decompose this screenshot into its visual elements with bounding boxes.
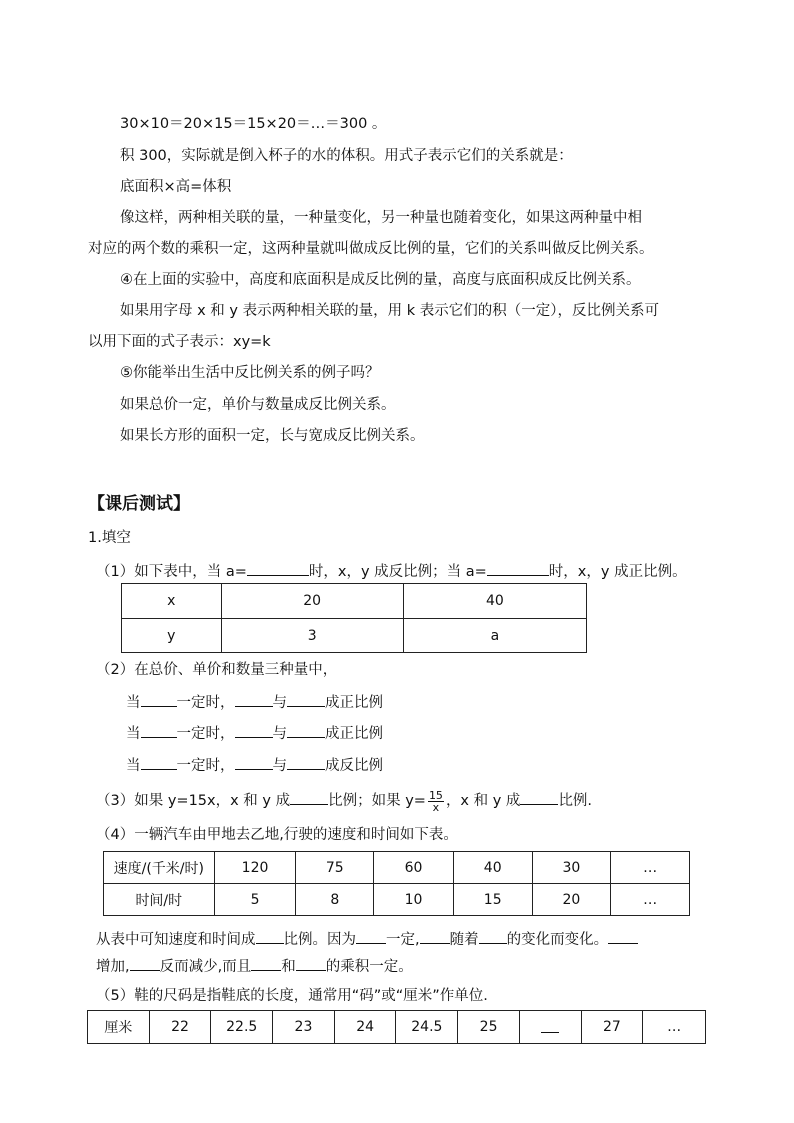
table-cell: x <box>122 584 222 619</box>
q2-blank[interactable] <box>235 691 273 707</box>
q4-text: 反而减少,而且 <box>159 959 252 975</box>
q5-blank[interactable] <box>541 1017 559 1033</box>
letters-line-2: 以用下面的式子表示：xy=k <box>88 334 271 350</box>
item-4-line: ④在上面的实验中，高度和底面积是成反比例的量，高度与底面积成反比例关系。 <box>120 272 641 288</box>
table-cell: … <box>611 884 690 916</box>
table-cell: 40 <box>403 584 586 619</box>
table-row <box>88 1011 706 1044</box>
q5-table <box>87 1010 706 1044</box>
table-cell: y <box>122 619 222 653</box>
table-cell: 22.5 <box>211 1011 273 1044</box>
q4-text: 比例。因为 <box>283 932 356 948</box>
table-cell: 25 <box>458 1011 520 1044</box>
table-cell: 24.5 <box>396 1011 458 1044</box>
q3-text: （3）如果 y=15x，x 和 y 成 <box>96 793 291 809</box>
q4-blank[interactable] <box>256 928 284 944</box>
example-1-line: 如果总价一定，单价与数量成反比例关系。 <box>120 397 396 413</box>
q2-row-3 <box>126 754 383 776</box>
q4-text: 的变化而变化。 <box>506 932 609 948</box>
section-heading: 【课后测试】 <box>88 494 190 514</box>
table-cell: 40 <box>453 852 532 884</box>
table-cell-blank[interactable] <box>519 1011 581 1044</box>
fill-title: 1.填空 <box>88 530 131 546</box>
q2-text: 一定时， <box>176 726 235 742</box>
q4-text: 的乘积一定。 <box>325 959 413 975</box>
table-cell: 8 <box>296 884 374 916</box>
fraction-denominator: x <box>432 800 440 814</box>
q2-blank[interactable] <box>141 691 177 707</box>
q4-blank[interactable] <box>420 928 450 944</box>
q1-text-3: 时，x，y 成正比例。 <box>548 564 687 580</box>
q3-text: 比例；如果 y= <box>328 793 426 809</box>
q1-blank-2[interactable] <box>487 560 549 576</box>
item-5-line: ⑤你能举出生活中反比例关系的例子吗？ <box>120 365 380 381</box>
q2-text: 与 <box>272 726 287 742</box>
q2-text: 成正比例 <box>325 726 383 742</box>
q2-blank[interactable] <box>235 722 273 738</box>
q4-blank[interactable] <box>251 955 281 971</box>
q3-blank-2[interactable] <box>520 789 558 805</box>
q1-text-1: （1）如下表中，当 a= <box>96 564 247 580</box>
q4-line-1 <box>96 928 638 950</box>
table-cell: … <box>611 852 690 884</box>
q2-row-1 <box>126 691 383 713</box>
q4-intro: （4）一辆汽车由甲地去乙地,行驶的速度和时间如下表。 <box>96 827 458 843</box>
q2-blank[interactable] <box>141 722 177 738</box>
q2-text: 成正比例 <box>325 695 383 711</box>
q2-text: 一定时， <box>176 695 235 711</box>
q2-row-2 <box>126 722 383 744</box>
q4-table <box>103 851 690 916</box>
q1-table <box>121 583 587 653</box>
definition-line-2: 对应的两个数的乘积一定，这两种量就叫做成反比例的量，它们的关系叫做反比例关系。 <box>88 241 654 257</box>
equation-line: 30×10＝20×15＝15×20＝…＝300 。 <box>120 116 387 132</box>
table-cell: 22 <box>149 1011 211 1044</box>
q2-blank[interactable] <box>287 691 325 707</box>
table-row <box>122 584 587 619</box>
q5-intro: （5）鞋的尺码是指鞋底的长度，通常用“码”或“厘米”作单位. <box>96 988 488 1004</box>
q4-blank[interactable] <box>608 928 638 944</box>
table-row <box>122 619 587 653</box>
q4-text: 随着 <box>449 932 479 948</box>
q2-text: 一定时， <box>176 758 235 774</box>
table-row <box>104 852 690 884</box>
table-cell: 60 <box>374 852 454 884</box>
table-cell: 20 <box>532 884 611 916</box>
q2-intro: （2）在总价、单价和数量三种量中， <box>96 662 338 678</box>
table-cell: a <box>403 619 586 653</box>
q3-text: 比例. <box>558 793 593 809</box>
table-cell: 10 <box>374 884 454 916</box>
table-cell: 120 <box>214 852 296 884</box>
q2-text: 与 <box>272 758 287 774</box>
q2-text: 当 <box>126 695 141 711</box>
q4-text: 从表中可知速度和时间成 <box>96 932 256 948</box>
q4-line-2 <box>96 955 413 977</box>
q4-text: 一定, <box>386 932 420 948</box>
q2-text: 当 <box>126 758 141 774</box>
q1-line <box>96 560 687 582</box>
q4-blank[interactable] <box>356 928 386 944</box>
table-cell: 15 <box>453 884 532 916</box>
table-cell: 3 <box>221 619 403 653</box>
q2-blank[interactable] <box>141 754 177 770</box>
table-cell: 24 <box>334 1011 396 1044</box>
q1-text-2: 时，x，y 成反比例；当 a= <box>308 564 487 580</box>
table-cell: 速度/(千米/时) <box>104 852 215 884</box>
q4-text: 和 <box>281 959 296 975</box>
q3-line <box>96 789 592 813</box>
q2-text: 成反比例 <box>325 758 383 774</box>
fraction-numerator: 15 <box>428 788 443 802</box>
q2-blank[interactable] <box>287 754 325 770</box>
table-cell: 20 <box>221 584 403 619</box>
q2-text: 当 <box>126 726 141 742</box>
q2-blank[interactable] <box>235 754 273 770</box>
example-2-line: 如果长方形的面积一定，长与宽成反比例关系。 <box>120 428 425 444</box>
definition-line-1: 像这样，两种相关联的量，一种量变化，另一种量也随着变化，如果这两种量中相 <box>120 210 642 226</box>
table-cell: 厘米 <box>88 1011 150 1044</box>
table-cell: 23 <box>273 1011 335 1044</box>
q1-blank-1[interactable] <box>247 560 309 576</box>
q4-text: 增加, <box>96 959 130 975</box>
q3-text: ，x 和 y 成 <box>445 793 521 809</box>
q2-blank[interactable] <box>287 722 325 738</box>
table-cell: … <box>643 1011 706 1044</box>
table-cell: 30 <box>532 852 611 884</box>
table-cell: 时间/时 <box>104 884 215 916</box>
q4-blank[interactable] <box>479 928 507 944</box>
table-cell: 5 <box>214 884 296 916</box>
table-row <box>104 884 690 916</box>
q3-blank-1[interactable] <box>290 789 328 805</box>
q2-text: 与 <box>272 695 287 711</box>
q4-blank[interactable] <box>130 955 160 971</box>
letters-line-1: 如果用字母 x 和 y 表示两种相关联的量，用 k 表示它们的积（一定），反比例关系可 <box>120 303 659 319</box>
fraction <box>428 790 444 813</box>
table-cell: 27 <box>581 1011 643 1044</box>
table-cell: 75 <box>296 852 374 884</box>
formula-line: 底面积×高=体积 <box>120 179 232 195</box>
volume-line: 积 300，实际就是倒入杯子的水的体积。用式子表示它们的关系就是： <box>120 148 573 164</box>
q4-blank[interactable] <box>296 955 326 971</box>
